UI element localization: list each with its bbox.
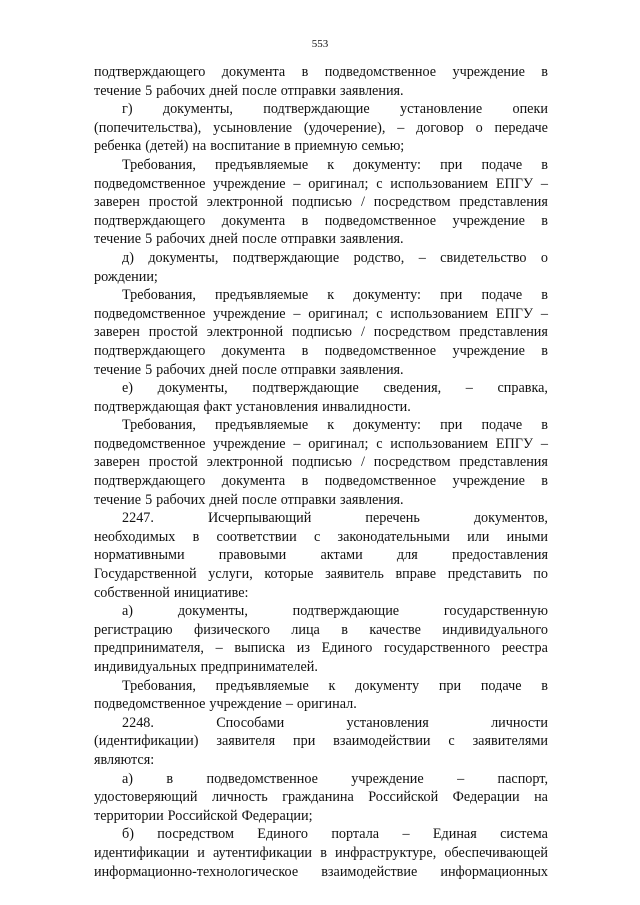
word: подведомственное xyxy=(94,175,206,192)
word: личность xyxy=(211,789,268,806)
text-line xyxy=(94,677,548,696)
word: установление xyxy=(400,101,483,118)
word: государственную xyxy=(443,603,548,620)
word: предъявляемые xyxy=(215,156,309,173)
word: документы, xyxy=(148,249,219,266)
word: документы, xyxy=(157,380,228,397)
word: посредством xyxy=(373,324,451,341)
word: оригинал; xyxy=(308,305,369,322)
word: подведомственное xyxy=(324,342,437,359)
word: д) xyxy=(122,249,134,266)
word: е) xyxy=(122,380,134,397)
word: 5 xyxy=(145,361,153,378)
word: после xyxy=(242,231,277,248)
text-line xyxy=(94,323,548,342)
text-line xyxy=(94,119,548,138)
word: по xyxy=(533,566,548,583)
word: в xyxy=(301,212,309,229)
word: Федерации; xyxy=(241,807,313,824)
word: подведомственное xyxy=(94,435,206,452)
word: заверен xyxy=(94,454,140,471)
word: представления xyxy=(459,454,548,471)
word: подтверждающего xyxy=(94,212,206,229)
word: Единого xyxy=(321,640,373,657)
word: 2247. xyxy=(122,510,154,527)
text-line xyxy=(94,732,548,751)
text-line xyxy=(94,212,548,231)
word: простой xyxy=(148,454,198,471)
word: учреждение xyxy=(209,696,282,713)
word: / xyxy=(360,194,365,211)
word: сведения, xyxy=(383,380,442,397)
word: к xyxy=(327,287,335,304)
text-line xyxy=(94,770,548,789)
word: выписка xyxy=(234,640,286,657)
word: ребенка xyxy=(94,138,142,155)
text-line xyxy=(94,398,548,417)
word: – xyxy=(418,249,426,266)
word: идентификации xyxy=(94,844,190,861)
word: являются: xyxy=(94,751,155,768)
word: заверен xyxy=(94,324,140,341)
word: гражданина xyxy=(282,789,354,806)
word: при xyxy=(438,677,462,694)
word: ЕПГУ xyxy=(495,305,534,322)
text-line xyxy=(94,472,548,491)
word: а) xyxy=(122,603,134,620)
word: документа xyxy=(221,473,286,490)
word: ЕПГУ xyxy=(495,175,534,192)
word: в xyxy=(541,342,548,359)
word: после xyxy=(242,82,277,99)
word: подведомственное xyxy=(324,64,437,80)
word: Российской xyxy=(368,789,439,806)
text-line xyxy=(94,286,548,305)
word: отправки xyxy=(280,491,337,508)
word: оригинал; xyxy=(308,435,369,452)
word: удостоверяющий xyxy=(94,789,198,806)
word: территории xyxy=(94,807,164,824)
word: для xyxy=(396,547,418,564)
word: Требования, xyxy=(122,417,196,434)
word: инвалидности. xyxy=(322,398,411,415)
word: подтверждающего xyxy=(94,342,206,359)
word: на xyxy=(192,138,207,155)
word: Федерации xyxy=(452,789,520,806)
word: подаче xyxy=(481,287,523,304)
word: реестра xyxy=(501,640,548,657)
word: законодательными xyxy=(337,528,450,545)
word: – xyxy=(293,175,301,192)
word: – xyxy=(293,305,301,322)
word: рождении; xyxy=(94,268,158,285)
word: в xyxy=(192,528,200,545)
text-line xyxy=(94,137,548,156)
word: система xyxy=(500,826,548,843)
text-line xyxy=(94,361,548,380)
word: Единая xyxy=(432,826,477,843)
word: в xyxy=(301,473,309,490)
word: документов, xyxy=(473,510,548,527)
word: документу: xyxy=(353,156,421,173)
text-line xyxy=(94,807,548,826)
word: документы, xyxy=(162,101,233,118)
word: подведомственное xyxy=(206,770,318,787)
word: с xyxy=(376,305,383,322)
text-line xyxy=(94,156,548,175)
word: рабочих xyxy=(156,491,206,508)
word: взаимодействии xyxy=(333,733,431,750)
word: дней xyxy=(209,231,239,248)
word: 5 xyxy=(145,82,153,99)
word: ЕПГУ xyxy=(495,435,534,452)
word: предъявляемые xyxy=(215,287,309,304)
word: предъявляемые xyxy=(215,677,309,694)
word: подаче xyxy=(481,417,523,434)
word: учреждение xyxy=(351,770,424,787)
word: (идентификации) xyxy=(94,733,199,750)
word: заявления. xyxy=(340,82,404,99)
text-line xyxy=(94,584,548,603)
word: услуги, xyxy=(208,566,253,583)
word: отправки xyxy=(280,231,337,248)
word: в xyxy=(541,156,548,173)
text-line xyxy=(94,639,548,658)
word: при xyxy=(293,733,316,750)
word: с xyxy=(376,175,383,192)
word: семью; xyxy=(361,138,405,155)
word: при xyxy=(440,156,463,173)
text-line xyxy=(94,602,548,621)
word: при xyxy=(440,287,463,304)
text-line xyxy=(94,825,548,844)
word: к xyxy=(328,677,336,694)
text-line xyxy=(94,546,548,565)
word: подтверждающие xyxy=(292,603,400,620)
text-line xyxy=(94,230,548,249)
word: индивидуальных xyxy=(94,659,197,675)
word: документу: xyxy=(353,417,421,434)
word: правовыми xyxy=(218,547,287,564)
word: электронной xyxy=(206,454,284,471)
word: документу xyxy=(355,677,420,694)
word: дней xyxy=(209,491,239,508)
word: после xyxy=(242,491,277,508)
word: в xyxy=(283,138,291,155)
word: в xyxy=(541,473,548,490)
word: подведомственное xyxy=(324,473,437,490)
word: (детей) xyxy=(145,138,189,155)
word: о xyxy=(475,119,483,136)
word: обеспечивающей xyxy=(444,844,548,861)
word: заверен xyxy=(94,194,140,211)
text-line xyxy=(94,528,548,547)
word: воспитание xyxy=(210,138,280,155)
word: регистрацию xyxy=(94,621,173,638)
word: учреждение xyxy=(452,64,525,80)
word: подписью xyxy=(291,454,353,471)
word: и xyxy=(197,844,205,861)
word: учреждение xyxy=(452,342,525,359)
text-line xyxy=(94,416,548,435)
word: простой xyxy=(148,194,198,211)
word: Российской xyxy=(167,807,238,824)
word: электронной xyxy=(206,194,284,211)
word: г) xyxy=(122,101,133,118)
word: представления xyxy=(459,324,548,341)
word: дней xyxy=(209,361,239,378)
word: соответствии xyxy=(216,528,297,545)
text-line xyxy=(94,863,548,882)
word: 2248. xyxy=(122,714,154,731)
word: отправки xyxy=(280,82,337,99)
word: подведомственное xyxy=(324,212,437,229)
text-line xyxy=(94,305,548,324)
word: – xyxy=(540,305,548,322)
word: в xyxy=(301,342,309,359)
text-line xyxy=(94,695,548,714)
word: о xyxy=(540,249,548,266)
word: течение xyxy=(94,361,142,378)
word: в xyxy=(541,287,548,304)
word: портала xyxy=(331,826,380,843)
text-line xyxy=(94,249,548,268)
word: необходимых xyxy=(94,528,176,545)
word: / xyxy=(360,324,365,341)
word: документа xyxy=(221,342,286,359)
word: – xyxy=(285,696,293,713)
word: после xyxy=(242,361,277,378)
word: учреждение xyxy=(213,305,286,322)
word: документа xyxy=(221,212,286,229)
word: паспорт, xyxy=(497,770,548,787)
word: Требования, xyxy=(122,287,196,304)
word: в xyxy=(541,417,548,434)
word: предпринимателя, xyxy=(94,640,204,657)
word: с xyxy=(448,733,455,750)
word: использованием xyxy=(390,435,489,452)
word: на xyxy=(534,789,548,806)
text-line xyxy=(94,453,548,472)
word: к xyxy=(327,156,335,173)
word: Требования, xyxy=(122,156,196,173)
word: передаче xyxy=(494,119,548,136)
word: течение xyxy=(94,231,142,248)
word: подтверждающие xyxy=(263,101,370,118)
word: подтверждающего xyxy=(94,473,206,490)
word: индивидуального xyxy=(442,621,548,638)
word: предпринимателей. xyxy=(200,659,318,675)
word: иными xyxy=(506,528,548,545)
word: подтверждающие xyxy=(232,249,340,266)
word: подписью xyxy=(291,194,353,211)
document-body xyxy=(94,63,548,881)
word: с xyxy=(313,528,321,545)
word: факт xyxy=(203,398,232,415)
word: установления xyxy=(235,398,319,415)
word: 5 xyxy=(145,231,153,248)
text-line xyxy=(94,751,548,770)
word: документу: xyxy=(353,287,421,304)
word: – xyxy=(293,435,301,452)
word: в xyxy=(341,621,348,638)
word: или xyxy=(467,528,490,545)
word: течение xyxy=(94,491,142,508)
word: в xyxy=(541,64,548,80)
word: усыновление xyxy=(213,119,293,136)
word: посредством xyxy=(373,454,451,471)
word: / xyxy=(360,454,365,471)
word: подтверждающая xyxy=(94,398,200,415)
text-line xyxy=(94,714,548,733)
text-line xyxy=(94,100,548,119)
word: оригинал. xyxy=(296,696,357,713)
word: Единого xyxy=(257,826,309,843)
word: физического xyxy=(194,621,270,638)
word: приемную xyxy=(294,138,358,155)
word: простой xyxy=(148,324,198,341)
word: Исчерпывающий xyxy=(207,510,312,527)
word: Требования, xyxy=(122,677,196,694)
word: родство, xyxy=(353,249,405,266)
word: представления xyxy=(459,194,548,211)
word: лица xyxy=(291,621,320,638)
word: опеки xyxy=(512,101,548,118)
word: нормативными xyxy=(94,547,185,564)
word: информационных xyxy=(440,863,548,880)
word: подведомственное xyxy=(94,305,206,322)
word: которые xyxy=(264,566,314,583)
word: 5 xyxy=(145,491,153,508)
word: рабочих xyxy=(156,361,206,378)
word: подписью xyxy=(291,324,353,341)
word: подаче xyxy=(481,156,523,173)
word: – xyxy=(402,826,410,843)
word: отправки xyxy=(280,361,337,378)
word: качестве xyxy=(369,621,421,638)
word: подтверждающие xyxy=(252,380,359,397)
word: документа xyxy=(221,64,286,80)
word: в xyxy=(301,64,309,80)
text-line xyxy=(94,844,548,863)
word: представить xyxy=(447,566,522,583)
word: установления xyxy=(346,714,429,731)
text-line xyxy=(94,379,548,398)
text-line xyxy=(94,565,548,584)
word: – xyxy=(540,175,548,192)
word: б) xyxy=(122,826,134,843)
word: из xyxy=(296,640,310,657)
word: документы, xyxy=(177,603,248,620)
word: подтверждающего xyxy=(94,64,206,80)
word: подведомственное xyxy=(94,696,206,713)
word: использованием xyxy=(390,175,489,192)
text-line xyxy=(94,175,548,194)
word: течение xyxy=(94,82,142,99)
word: учреждение xyxy=(452,473,525,490)
word: государственного xyxy=(384,640,491,657)
word: – xyxy=(397,119,405,136)
word: рабочих xyxy=(156,82,206,99)
word: заявления. xyxy=(340,231,404,248)
page-number: 553 xyxy=(311,38,329,50)
word: использованием xyxy=(390,305,489,322)
word: личности xyxy=(491,714,548,731)
word: посредством xyxy=(373,194,451,211)
text-line xyxy=(94,788,548,807)
word: дней xyxy=(209,82,239,99)
word: в xyxy=(541,677,548,694)
text-line xyxy=(94,509,548,528)
word: инициативе: xyxy=(173,584,249,601)
text-line xyxy=(94,63,548,82)
text-line xyxy=(94,658,548,677)
word: оригинал; xyxy=(308,175,369,192)
word: – xyxy=(457,770,465,787)
word: вправе xyxy=(395,566,437,583)
word: – xyxy=(215,640,223,657)
word: договор xyxy=(416,119,464,136)
word: с xyxy=(376,435,383,452)
word: в xyxy=(320,844,327,861)
word: учреждение xyxy=(213,175,286,192)
word: заявителя xyxy=(216,733,276,750)
text-line xyxy=(94,491,548,510)
word: учреждение xyxy=(213,435,286,452)
word: свидетельство xyxy=(440,249,527,266)
word: – xyxy=(465,380,473,397)
word: при xyxy=(440,417,463,434)
word: подаче xyxy=(480,677,522,694)
word: к xyxy=(327,417,335,434)
word: в xyxy=(166,770,174,787)
word: предоставления xyxy=(451,547,548,564)
word: аутентификации xyxy=(212,844,313,861)
text-line xyxy=(94,342,548,361)
text-line xyxy=(94,268,548,287)
word: перечень xyxy=(365,510,420,527)
word: собственной xyxy=(94,584,170,601)
word: заявления. xyxy=(340,361,404,378)
word: взаимодействие xyxy=(321,863,418,880)
word: Способами xyxy=(216,714,285,731)
text-line xyxy=(94,82,548,101)
word: заявителями xyxy=(472,733,548,750)
word: (попечительства), xyxy=(94,119,202,136)
word: а) xyxy=(122,770,134,787)
text-line xyxy=(94,193,548,212)
word: – xyxy=(540,435,548,452)
word: инфраструктуре, xyxy=(335,844,437,861)
word: электронной xyxy=(206,324,284,341)
word: в xyxy=(541,212,548,229)
word: учреждение xyxy=(452,212,525,229)
text-line xyxy=(94,435,548,454)
word: информационно-технологическое xyxy=(94,863,299,880)
word: Государственной xyxy=(94,566,197,583)
word: (удочерение), xyxy=(303,119,386,136)
word: заявления. xyxy=(340,491,404,508)
word: посредством xyxy=(157,826,234,843)
word: предъявляемые xyxy=(215,417,309,434)
word: рабочих xyxy=(156,231,206,248)
word: справка, xyxy=(497,380,548,397)
word: заявитель xyxy=(325,566,384,583)
word: актами xyxy=(320,547,363,564)
text-line xyxy=(94,621,548,640)
